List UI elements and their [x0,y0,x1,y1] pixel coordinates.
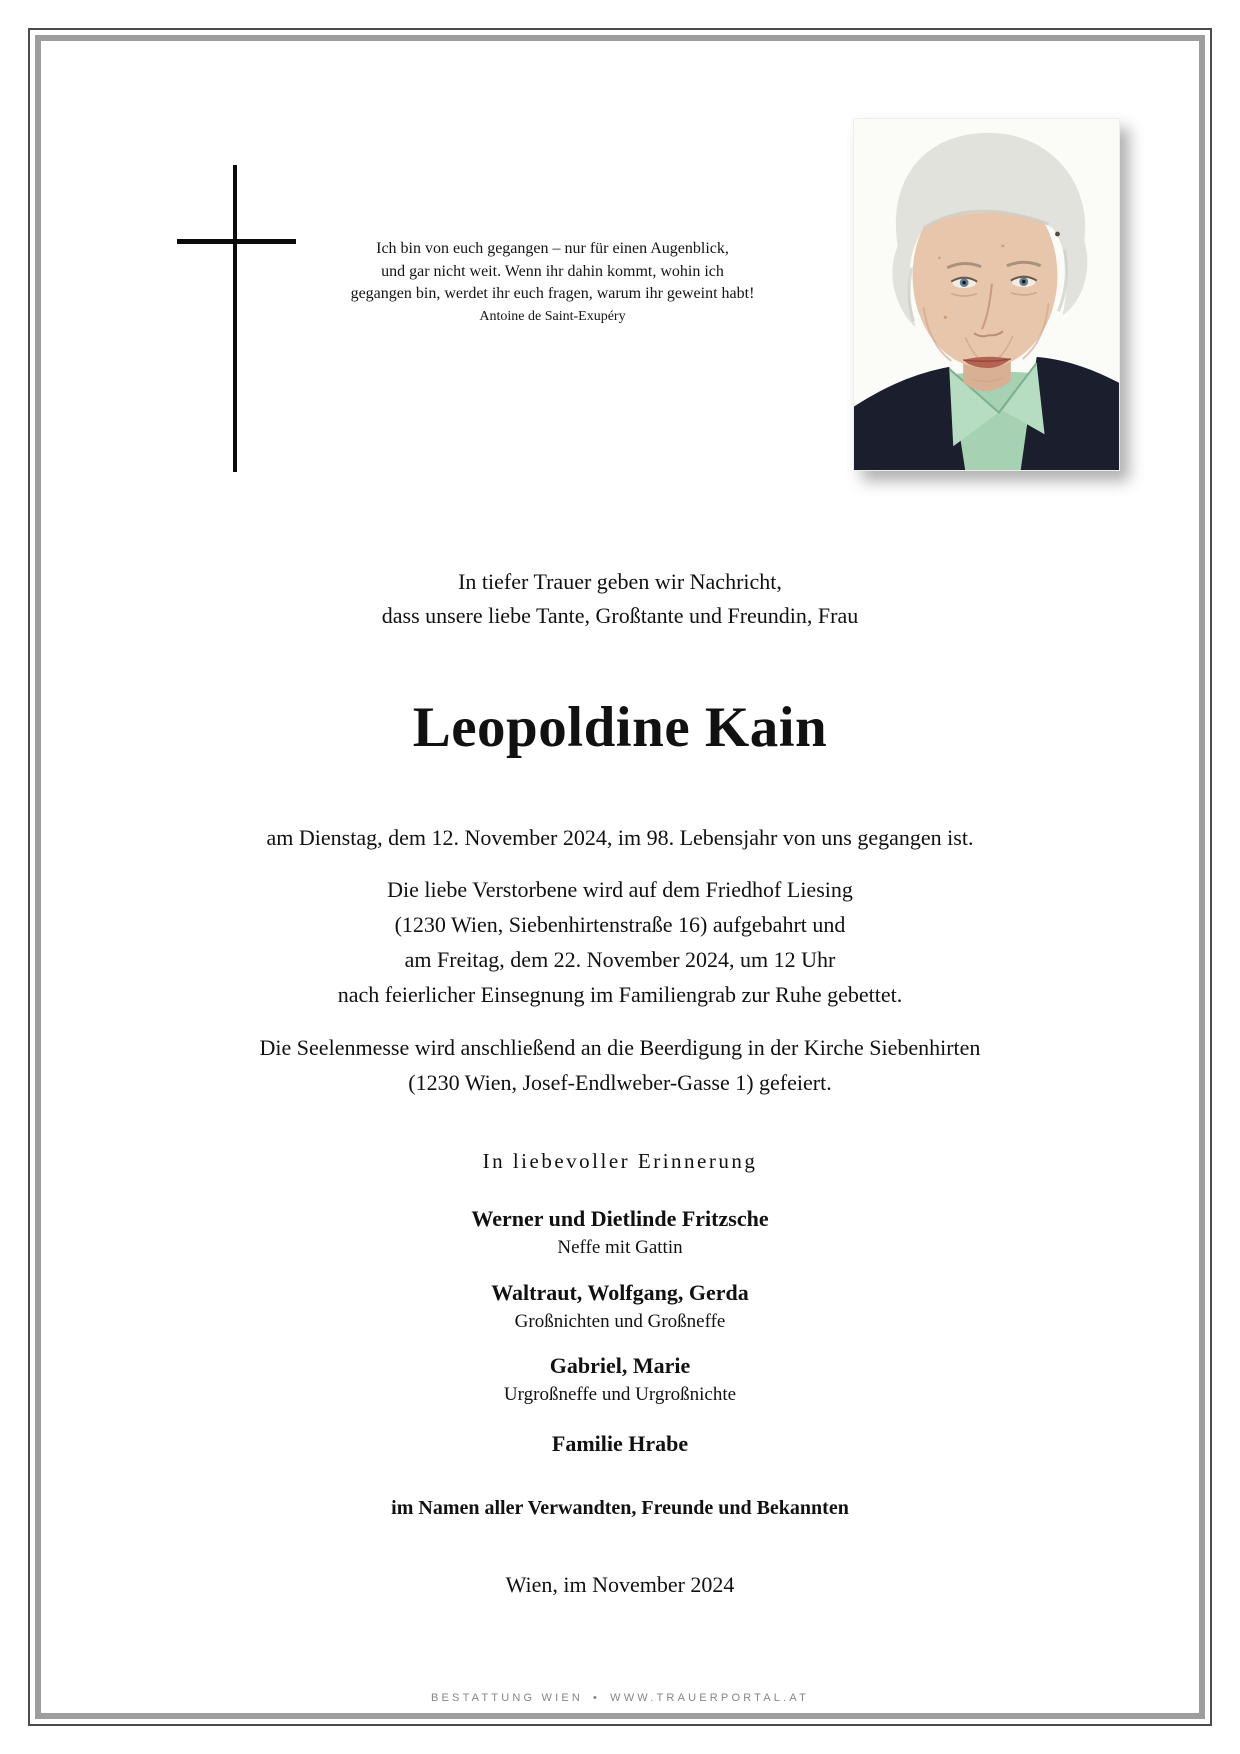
mourner-relation: Großnichten und Großneffe [514,1311,726,1332]
portrait-illustration [854,119,1119,470]
mourner-names: Familie Hrabe [551,1431,689,1456]
mourner-names: Gabriel, Marie [549,1353,691,1378]
burial-line: (1230 Wien, Siebenhirtenstraße 16) aufgebahrt und [394,912,846,937]
footer-brand: BESTATTUNG WIEN [430,1692,584,1704]
death-date-line: am Dienstag, dem 12. November 2024, im 98. Lebensjahr von uns gegangen ist. [266,825,974,850]
mass-line: Die Seelenmesse wird anschließend an die Beerdigung in der Kirche Siebenhirten [259,1035,981,1060]
burial-line: Die liebe Verstorbene wird auf dem Friedhof Liesing [387,877,853,902]
mourner-names: Waltraut, Wolfgang, Gerda [491,1280,749,1305]
burial-line: am Freitag, dem 22. November 2024, um 12 Uhr [404,947,836,972]
mourner-group [0,1278,1240,1336]
quote-attribution: Antoine de Saint-Exupéry [479,308,626,324]
mourner-group [0,1351,1240,1409]
footer-separator: • [593,1692,601,1704]
cross-horizontal-bar [177,239,296,244]
mourner-relation: Neffe mit Gattin [557,1237,683,1258]
mass-line: (1230 Wien, Josef-Endlweber-Gasse 1) gefeiert. [408,1070,832,1095]
cross-vertical-bar [233,165,237,472]
mourner-relation: Urgroßneffe und Urgroßnichte [503,1384,737,1405]
quote-line: und gar nicht weit. Wenn ihr dahin kommt, wohin ich [381,262,724,280]
place-date-line: Wien, im November 2024 [505,1572,735,1597]
announcement-intro [0,565,1240,633]
intro-line: dass unsere liebe Tante, Großtante und Freundin, Frau [381,603,859,628]
quote-line: Ich bin von euch gegangen – nur für einen Augenblick, [376,240,729,257]
closing-line: im Namen aller Verwandten, Freunde und Bekannten [391,1497,849,1519]
portrait-photo [853,118,1120,471]
footer [0,1690,1240,1706]
mourner-group [0,1429,1240,1459]
burial-line: nach feierlicher Einsegnung im Familiengrab zur Ruhe gebettet. [337,982,903,1007]
mass-info [0,1030,1240,1100]
mourner-names: Werner und Dietlinde Fritzsche [471,1206,769,1231]
memorial-quote [280,238,825,328]
burial-info [0,872,1240,1012]
deceased-name: Leopoldine Kain [412,696,828,759]
intro-line: In tiefer Trauer geben wir Nachricht, [458,569,782,594]
quote-line: gegangen bin, werdet ihr euch fragen, warum ihr geweint habt! [350,285,755,302]
remembrance-heading: In liebevoller Erinnerung [482,1149,758,1173]
footer-site: WWW.TRAUERPORTAL.AT [610,1692,810,1704]
mourner-group [0,1204,1240,1262]
